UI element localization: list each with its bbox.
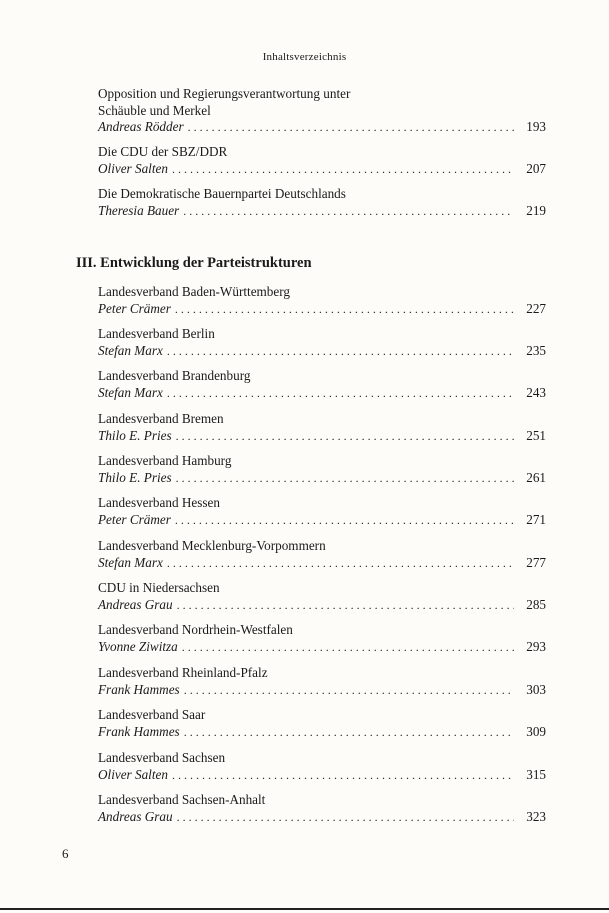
entry-title: Landesverband Berlin	[98, 326, 215, 341]
entry-author: Oliver Salten	[98, 766, 168, 782]
entry-title: Landesverband Bremen	[98, 411, 224, 426]
toc-entry[interactable]	[98, 284, 546, 317]
entry-title: Opposition und Regierungsverantwortung unter	[98, 86, 351, 101]
toc-entry[interactable]	[98, 368, 546, 401]
toc-entry[interactable]	[98, 86, 546, 136]
entry-author: Thilo E. Pries	[98, 427, 172, 443]
entry-author: Stefan Marx	[98, 554, 163, 570]
leader-dots	[182, 639, 514, 656]
entry-page: 303	[526, 681, 546, 697]
entry-author: Yvonne Ziwitza	[98, 638, 178, 654]
toc-entry[interactable]	[98, 144, 546, 177]
entry-author: Andreas Grau	[98, 808, 173, 824]
entry-title: Landesverband Saar	[98, 707, 206, 722]
leader-dots	[184, 682, 514, 699]
toc-entry[interactable]	[98, 186, 546, 219]
toc-entry[interactable]	[98, 495, 546, 528]
running-head: Inhaltsverzeichnis	[262, 51, 347, 63]
entry-author: Oliver Salten	[98, 160, 168, 176]
toc-entry[interactable]	[98, 580, 546, 613]
entry-author: Stefan Marx	[98, 342, 163, 358]
entry-title: Schäuble und Merkel	[98, 102, 211, 118]
entry-title: Die CDU der SBZ/DDR	[98, 144, 228, 159]
leader-dots	[177, 809, 514, 826]
toc-entry[interactable]	[98, 792, 546, 825]
section-heading: III. Entwicklung der Parteistrukturen	[76, 255, 312, 271]
leader-dots	[176, 470, 514, 487]
entry-page: 277	[526, 554, 546, 570]
leader-dots	[175, 512, 514, 529]
entry-page: 271	[526, 511, 546, 527]
leader-dots	[176, 428, 514, 445]
entry-author: Thilo E. Pries	[98, 469, 172, 485]
leader-dots	[167, 343, 514, 360]
entry-page: 323	[526, 808, 546, 824]
entry-title: Landesverband Rheinland-Pfalz	[98, 665, 268, 680]
entry-author: Frank Hammes	[98, 681, 180, 697]
leader-dots	[175, 301, 514, 318]
entry-title: Landesverband Hessen	[98, 495, 220, 510]
entry-author: Peter Crämer	[98, 511, 171, 527]
toc-entry[interactable]	[98, 622, 546, 655]
entry-author: Andreas Grau	[98, 596, 173, 612]
entry-author: Stefan Marx	[98, 384, 163, 400]
leader-dots	[167, 555, 514, 572]
entry-page: 251	[526, 427, 546, 443]
entry-page: 309	[526, 723, 546, 739]
entry-author: Theresia Bauer	[98, 202, 180, 218]
entry-page: 207	[526, 160, 546, 176]
toc-entry[interactable]	[98, 707, 546, 740]
leader-dots	[188, 119, 514, 136]
entry-title: Landesverband Nordrhein-Westfalen	[98, 622, 293, 637]
entry-title: Landesverband Mecklenburg-Vorpommern	[98, 538, 326, 553]
entry-title: Landesverband Baden-Württemberg	[98, 284, 290, 299]
entry-author: Frank Hammes	[98, 723, 180, 739]
entry-title: Landesverband Hamburg	[98, 453, 232, 468]
leader-dots	[177, 597, 514, 614]
entry-page: 193	[526, 119, 546, 134]
leader-dots	[167, 385, 514, 402]
toc-entry[interactable]	[98, 750, 546, 783]
leader-dots	[184, 724, 514, 741]
entry-page: 285	[526, 596, 546, 612]
toc-entry[interactable]	[98, 538, 546, 571]
entry-title: Landesverband Sachsen	[98, 750, 226, 765]
entry-page: 243	[526, 384, 546, 400]
entry-author: Andreas Rödder	[98, 119, 184, 134]
toc-entry[interactable]	[98, 453, 546, 486]
bottom-rule	[0, 908, 609, 910]
page-number: 6	[62, 846, 69, 861]
entry-title: Die Demokratische Bauernpartei Deutschlands	[98, 186, 346, 201]
entry-author: Peter Crämer	[98, 300, 171, 316]
entry-page: 219	[526, 202, 546, 218]
entry-page: 227	[526, 300, 546, 316]
entry-title: Landesverband Sachsen-Anhalt	[98, 792, 266, 807]
leader-dots	[172, 767, 514, 784]
entry-page: 235	[526, 342, 546, 358]
toc-entry[interactable]	[98, 665, 546, 698]
entry-page: 315	[526, 766, 546, 782]
entry-title: CDU in Niedersachsen	[98, 580, 220, 595]
entry-title: Landesverband Brandenburg	[98, 368, 251, 383]
toc-entry[interactable]	[98, 411, 546, 444]
entry-page: 261	[526, 469, 546, 485]
toc-entry[interactable]	[98, 326, 546, 359]
entry-page: 293	[526, 638, 546, 654]
leader-dots	[183, 203, 514, 220]
leader-dots	[172, 161, 514, 178]
